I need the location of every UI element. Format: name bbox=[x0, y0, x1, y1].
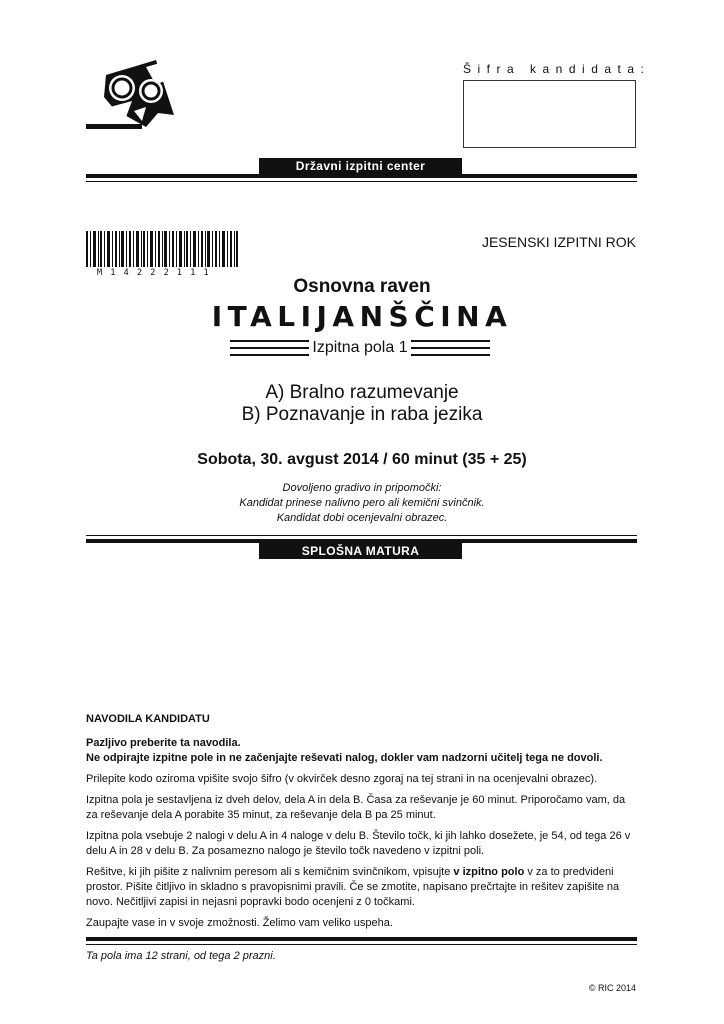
p4-bold: v izpitno polo bbox=[453, 866, 525, 878]
header-rule-thin bbox=[86, 181, 637, 182]
p4-text-a: Rešitve, ki jih pišite z nalivnim peresom ali s kemičnim svinčnikom, vpisujte bbox=[86, 866, 454, 878]
paper-title: Izpitna pola 1 bbox=[312, 339, 408, 356]
instruction-paragraph-3: Izpitna pola vsebuje 2 nalogi v delu A in 4 naloge v delu B. Število točk, ki jih lahko dosežete, je 54, od tega 26 v delu A in 28 v delu B. Za posamezno nalogo je število točk navedeno v izpitni poli. bbox=[86, 830, 631, 857]
footer-rule-thick bbox=[86, 937, 637, 941]
p4-text-b: v za to predvideni prostor. Pišite čitljivo in skladno s pravopisnimi pravili. Če se zmotite, napisano prečrtajte in rešitev zapišite na novo. Nečitljivi zapisi in nejasni popravki bodo ocenjeni z 0 točkami. bbox=[86, 866, 620, 908]
barcode-digits: M14222111 bbox=[97, 268, 217, 278]
exam-date: Sobota, 30. avgust 2014 / 60 minut (35 + 25) bbox=[197, 451, 527, 468]
instruction-paragraph-1: Prilepite kodo oziroma vpišite svojo šifro (v okvirček desno zgoraj na tej strani in na ocenjevalni obrazec). bbox=[86, 773, 598, 785]
exam-level: Osnovna raven bbox=[293, 276, 431, 297]
decorative-lines-left bbox=[230, 340, 309, 356]
logo-bar bbox=[86, 124, 142, 129]
instructions-heading: NAVODILA KANDIDATU bbox=[86, 713, 210, 725]
owl-logo-icon bbox=[86, 55, 186, 133]
instruction-paragraph-4 bbox=[86, 865, 637, 910]
banner-rule-thin bbox=[86, 535, 637, 536]
instructions-warning bbox=[86, 736, 637, 766]
institution-banner: Državni izpitni center bbox=[259, 158, 462, 174]
warning-line-1: Pazljivo preberite ta navodila. bbox=[86, 737, 241, 749]
header-rule-thick bbox=[86, 174, 637, 178]
warning-line-2: Ne odpirajte izpitne pole in ne začenjajte reševati nalog, dokler vam nadzorni učitelj tega ne dovoli. bbox=[86, 752, 603, 764]
allowed-materials-heading: Dovoljeno gradivo in pripomočki: bbox=[282, 482, 442, 494]
candidate-code-box[interactable] bbox=[463, 80, 636, 148]
exam-type-banner: SPLOŠNA MATURA bbox=[259, 543, 462, 559]
exam-term: JESENSKI IZPITNI ROK bbox=[481, 234, 636, 250]
part-b-title: B) Poznavanje in raba jezika bbox=[241, 404, 483, 425]
allowed-materials-pen: Kandidat prinese nalivno pero ali kemični svinčnik. bbox=[239, 497, 485, 509]
instructions-section bbox=[86, 712, 637, 937]
candidate-code-label: Šifra kandidata: bbox=[463, 62, 651, 76]
decorative-lines-right bbox=[411, 340, 490, 356]
footer-rule-thin bbox=[86, 944, 637, 945]
exam-subject: ITALIJANŠČINA bbox=[211, 300, 513, 333]
copyright: © RIC 2014 bbox=[588, 983, 636, 993]
page-count-note: Ta pola ima 12 strani, od tega 2 prazni. bbox=[86, 950, 276, 962]
instruction-paragraph-5: Zaupajte vase in v svoje zmožnosti. Želimo vam veliko uspeha. bbox=[86, 917, 393, 929]
part-a-title: A) Bralno razumevanje bbox=[265, 382, 459, 403]
allowed-materials-form: Kandidat dobi ocenjevalni obrazec. bbox=[276, 512, 448, 524]
instruction-paragraph-2: Izpitna pola je sestavljena iz dveh delov, dela A in dela B. Časa za reševanje je 60 minut. Priporočamo vam, da za reševanje dela A porabite 35 minut, za reševanje dela B pa 25 minut. bbox=[86, 794, 626, 821]
barcode bbox=[86, 231, 238, 267]
paper-title-row bbox=[230, 337, 490, 359]
